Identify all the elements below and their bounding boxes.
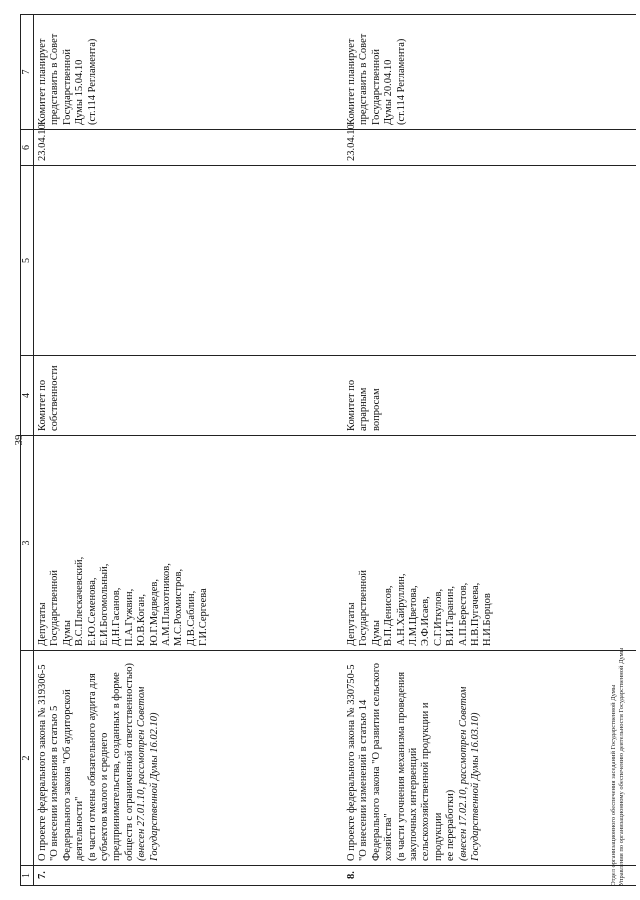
col-header-3: 3 xyxy=(21,436,34,651)
authors-cell xyxy=(343,436,636,651)
note-line: Думы 20.04.10 xyxy=(383,59,395,125)
row-number-cell xyxy=(343,866,636,886)
author-line: Депутаты xyxy=(346,602,357,646)
col-header-2: 2 xyxy=(21,651,34,866)
row-number-cell xyxy=(34,866,344,886)
col-header-6: 6 xyxy=(21,130,34,166)
author-line: Думы xyxy=(370,620,382,646)
author-line: Государственной xyxy=(49,570,61,646)
author-line: А.П.Берестов, xyxy=(457,582,469,646)
note-line: Думы 15.04.10 xyxy=(74,59,86,125)
col5-cell xyxy=(343,166,636,356)
committee-line: вопросам xyxy=(370,388,382,431)
note-cell xyxy=(343,15,636,130)
bill-text-line: "О внесении изменений в статью 14 xyxy=(358,699,370,861)
bill-text-line: обществ с ограниченной ответственностью) xyxy=(123,662,135,861)
note-line: Государственной xyxy=(61,49,73,125)
col-header-4: 4 xyxy=(21,356,34,436)
bill-text-line: О проекте федерального закона № 330750-5 xyxy=(346,664,357,861)
col5-cell xyxy=(34,166,344,356)
date-value: 23.04.10 xyxy=(346,124,357,161)
bill-text-line: (в части уточнения механизма проведения xyxy=(395,671,407,861)
bill-text-line: "О внесении изменения в статью 5 xyxy=(49,705,61,861)
note-line: представить в Совет xyxy=(49,33,61,125)
footer-line: Управления по организационному обеспечению деятельности Государственной Думы xyxy=(617,647,625,886)
table-row xyxy=(34,15,344,886)
row-number: 7. xyxy=(37,871,48,879)
author-line: Е.Ю.Семенова, xyxy=(86,577,98,646)
bill-text-line: деятельности" xyxy=(74,796,86,861)
note-line: Государственной xyxy=(370,49,382,125)
footer xyxy=(610,648,625,886)
col-header-7: 7 xyxy=(21,15,34,130)
author-line: Л.М.Цветова, xyxy=(408,585,420,646)
author-line: Государственной xyxy=(358,570,370,646)
author-line: В.П.Денисов, xyxy=(383,585,395,646)
header-row xyxy=(21,15,34,886)
note-cell xyxy=(34,15,344,130)
bill-text-line: закупочных интервенций xyxy=(408,747,420,861)
author-line: Думы xyxy=(61,620,73,646)
committee-line: Комитет по xyxy=(37,379,48,431)
date-cell xyxy=(34,124,344,166)
committee-line: Комитет по xyxy=(346,379,357,431)
bill-text-line: (в части отмены обязательного аудита для xyxy=(86,673,98,861)
bill-text-line: О проекте федерального закона № 319306-5 xyxy=(37,664,48,861)
committee-cell xyxy=(343,356,636,436)
bill-text-line: предпринимательства, созданных в форме xyxy=(111,672,123,861)
page-number: 39 xyxy=(13,434,25,446)
bill-text-line: ее переработки) xyxy=(445,789,457,861)
author-line: Э.Ф.Исаев, xyxy=(420,596,432,646)
bills-table xyxy=(20,14,636,886)
table-row xyxy=(343,15,636,886)
author-line: В.И.Таранин, xyxy=(445,585,457,646)
footer-line: Отдел организационного обеспечения заседаний Государственной Думы xyxy=(610,684,617,886)
bill-note-line: Государственной Думы 16.02.10) xyxy=(148,712,160,861)
author-line: Депутаты xyxy=(37,602,48,646)
bill-text-line: Федерального закона "Об аудиторской xyxy=(61,689,73,861)
row-number: 8. xyxy=(346,871,357,879)
author-line: Д.В.Саблин, xyxy=(185,590,197,646)
author-line: Ю.В.Коган, xyxy=(136,594,148,646)
author-line: Н.И.Борцов xyxy=(482,593,494,646)
date-value: 23.04.10 xyxy=(37,124,48,161)
note-line: представить в Совет xyxy=(358,33,370,125)
author-line: Ю.Г.Медведев, xyxy=(148,579,160,646)
author-line: А.М.Плахотников, xyxy=(161,563,173,646)
bill-note-line: (внесен 27.01.10, рассмотрен Советом xyxy=(136,686,148,861)
author-line: П.А.Гужвин, xyxy=(123,588,135,646)
author-line: Н.В.Пугачева, xyxy=(470,582,482,646)
committee-line: аграрным xyxy=(358,387,370,431)
author-line: С.Г.Иткулов, xyxy=(432,588,444,646)
author-line: А.Н.Хайруллин, xyxy=(395,573,407,646)
bill-note-line: (внесен 17.02.10, рассмотрен Советом xyxy=(457,686,469,861)
bill-cell xyxy=(34,651,344,866)
bill-cell xyxy=(343,651,636,866)
date-cell xyxy=(343,124,636,166)
author-line: В.С.Плескачевский, xyxy=(74,556,86,646)
author-line: М.С.Рохмистров, xyxy=(173,568,185,646)
bill-note-line: Государственной Думы 16.03.10) xyxy=(470,712,482,861)
bill-text-line: сельскохозяйственной продукции и продукции xyxy=(420,702,444,861)
author-line: Е.И.Богомольный, xyxy=(99,563,111,646)
col-header-1: 1 xyxy=(21,866,34,886)
authors-cell xyxy=(34,436,344,651)
committee-cell xyxy=(34,356,344,436)
bill-text-line: Федерального закона "О развитии сельского xyxy=(370,662,382,861)
author-line: Д.Н.Гасанов, xyxy=(111,587,123,646)
bill-text-line: хозяйства" xyxy=(383,813,395,861)
note-line: (ст.114 Регламента) xyxy=(395,38,407,125)
note-line: Комитет планирует xyxy=(346,38,357,125)
note-line: (ст.114 Регламента) xyxy=(86,38,98,125)
author-line: Г.И.Сергеева xyxy=(198,588,210,646)
col-header-5: 5 xyxy=(21,166,34,356)
note-line: Комитет планирует xyxy=(37,38,48,125)
bill-text-line: субъектов малого и среднего xyxy=(99,732,111,861)
committee-line: собственности xyxy=(49,365,61,431)
